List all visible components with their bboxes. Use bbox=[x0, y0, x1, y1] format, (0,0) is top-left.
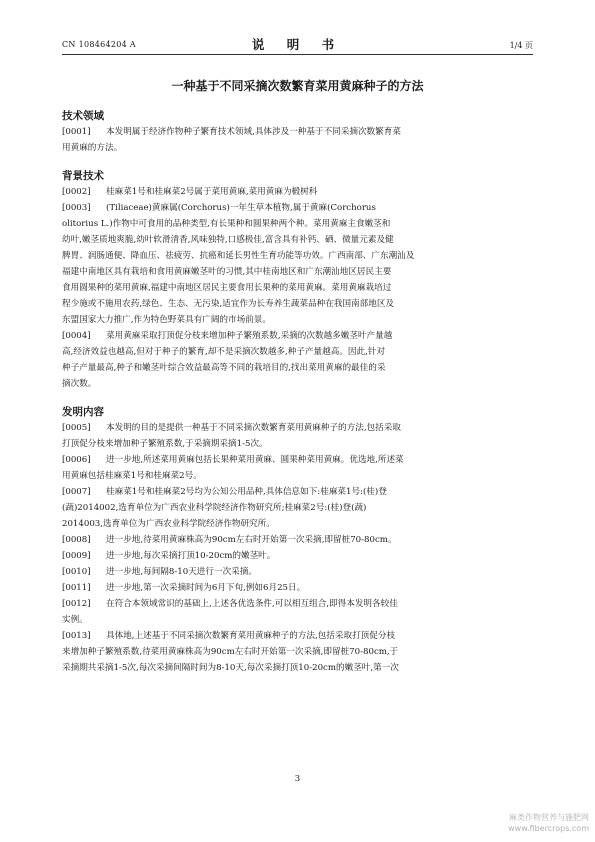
paragraph bbox=[62, 452, 532, 484]
paragraph-text: 程少施或不施用农药,绿色、生态、无污染,适宜作为长寿养生蔬菜品种在我国南部地区及 bbox=[62, 299, 395, 309]
paragraph bbox=[62, 124, 532, 156]
paragraph-text: 具体地,上述基于不同采摘次数繁育菜用黄麻种子的方法,包括采取打顶促分枝 bbox=[106, 631, 396, 641]
paragraph-text: 实例。 bbox=[62, 615, 88, 625]
paragraph-text: 东盟国家大力推广,作为特色野菜具有广阔的市场前景。 bbox=[62, 315, 271, 325]
section-gap bbox=[62, 392, 532, 404]
paragraph-text: 进一步地,每间隔8-10天进行一次采摘。 bbox=[106, 567, 257, 577]
paragraph-text: 幼叶,嫩茎质地爽脆,幼叶软滑清香,风味独特,口感极佳,富含具有补钙、硒、微量元素及健 bbox=[62, 235, 394, 245]
paragraph-number: [0004] bbox=[62, 331, 91, 341]
paragraph-number: [0005] bbox=[62, 423, 91, 433]
patent-number: CN 108464204 A bbox=[62, 40, 136, 49]
paragraph-text: 用黄麻包括桂麻菜1号和桂麻菜2号。 bbox=[62, 471, 202, 481]
page-number: 3 bbox=[294, 774, 301, 784]
paragraph-number: [0010] bbox=[62, 567, 91, 577]
paragraph-text: 本发明属于经济作物种子繁育技术领域,具体涉及一种基于不同采摘次数繁育菜 bbox=[106, 127, 401, 137]
paragraph-line bbox=[62, 612, 532, 628]
paragraph-number: [0013] bbox=[62, 631, 91, 641]
paragraph-line bbox=[62, 548, 532, 564]
paragraph-text: olitorius L.)作物中可食用的品种类型,有长果种和圆果种两个种。菜用黄麻主食嫩茎和 bbox=[62, 219, 391, 229]
paragraph-line bbox=[62, 264, 532, 280]
watermark-site-name: 麻类作物营养与施肥网 bbox=[509, 813, 589, 822]
paragraph-line bbox=[62, 644, 532, 660]
paragraph bbox=[62, 596, 532, 628]
paragraph-text: 进一步地,待菜用黄麻株高为90cm左右时开始第一次采摘,即留桩70-80cm。 bbox=[106, 535, 397, 545]
paragraph-number: [0011] bbox=[62, 583, 91, 593]
paragraph-text: 2014003,选育单位为广西农业科学院经济作物研究所。 bbox=[62, 519, 275, 529]
paragraph-line bbox=[62, 564, 532, 580]
paragraph-line bbox=[62, 468, 532, 484]
paragraph-line bbox=[62, 184, 532, 200]
paragraph-text: 采摘期共采摘1-5次,每次采摘间隔时间为8-10天,每次采摘打顶10-20cm的嫩茎叶,第一次 bbox=[62, 663, 399, 673]
paragraph-text: 种子产量最高,种子和嫩茎叶综合效益最高等不同的栽培目的,找出菜用黄麻的最佳的采 bbox=[62, 363, 386, 373]
paragraph-line bbox=[62, 232, 532, 248]
paragraph-text: 进一步地,每次采摘打顶10-20cm的嫩茎叶。 bbox=[106, 551, 276, 561]
paragraph-line bbox=[62, 516, 532, 532]
page-indicator: 1/4 页 bbox=[509, 41, 533, 50]
paragraph-text: 打顶促分枝来增加种子繁殖系数,于采摘期采摘1-5次。 bbox=[62, 439, 268, 449]
paragraph-number: [0002] bbox=[62, 187, 91, 197]
paragraph-text: (蔬)2014002,选育单位为广西农业科学院经济作物研究所;桂麻菜2号:(桂)登(蔬) bbox=[62, 503, 367, 513]
paragraph-number: [0008] bbox=[62, 535, 91, 545]
paragraph bbox=[62, 580, 532, 596]
paragraph-number: [0006] bbox=[62, 455, 91, 465]
section-gap bbox=[62, 156, 532, 168]
paragraph-line bbox=[62, 660, 532, 676]
paragraph-text: 本发明的目的是提供一种基于不同采摘次数繁育菜用黄麻种子的方法,包括采取 bbox=[106, 423, 401, 433]
paragraph-line bbox=[62, 200, 532, 216]
paragraph-line bbox=[62, 360, 532, 376]
section-heading: 发明内容 bbox=[62, 406, 104, 418]
section-heading: 背景技术 bbox=[62, 170, 104, 182]
paragraph-line bbox=[62, 420, 532, 436]
paragraph-number: [0012] bbox=[62, 599, 91, 609]
description-body bbox=[62, 108, 532, 676]
paragraph-text: 脾胃、润肠通便、降血压、祛疲劳、抗癌和延长男性生育功能等功效。广西南部、广东潮汕及 bbox=[62, 251, 415, 261]
paragraph-line bbox=[62, 484, 532, 500]
paragraph-line bbox=[62, 452, 532, 468]
paragraph-line bbox=[62, 280, 532, 296]
paragraph-line bbox=[62, 532, 532, 548]
paragraph-line bbox=[62, 248, 532, 264]
paragraph-text: (Tiliaceae)黄麻属(Corchorus)一年生草本植物,属于黄麻(Corchorus bbox=[106, 203, 376, 213]
paragraph bbox=[62, 484, 532, 532]
paragraph-text: 福建中南地区具有栽培和食用黄麻嫩茎叶的习惯,其中桂南地区和广东潮汕地区居民主要 bbox=[62, 267, 392, 277]
paragraph bbox=[62, 420, 532, 452]
paragraph-text: 来增加种子繁殖系数,待菜用黄麻株高为90cm左右时开始第一次采摘,即留桩70-80cm,于 bbox=[62, 647, 399, 657]
paragraph-line bbox=[62, 328, 532, 344]
paragraph-line bbox=[62, 628, 532, 644]
paragraph-line bbox=[62, 312, 532, 328]
paragraph-number: [0007] bbox=[62, 487, 91, 497]
paragraph-text: 菜用黄麻采取打顶促分枝来增加种子繁殖系数,采摘的次数越多嫩茎叶产量越 bbox=[106, 331, 393, 341]
paragraph-line bbox=[62, 596, 532, 612]
paragraph bbox=[62, 564, 532, 580]
paragraph bbox=[62, 328, 532, 392]
paragraph-number: [0003] bbox=[62, 203, 91, 213]
paragraph-text: 桂麻菜1号和桂麻菜2号均为公知公用品种,具体信息如下:桂麻菜1号:(桂)登 bbox=[106, 487, 387, 497]
paragraph-number: [0009] bbox=[62, 551, 91, 561]
paragraph bbox=[62, 200, 532, 328]
paragraph-line bbox=[62, 580, 532, 596]
paragraph-line bbox=[62, 296, 532, 312]
paragraph-text: 桂麻菜1号和桂麻菜2号属于菜用黄麻,菜用黄麻为椴树科 bbox=[106, 187, 318, 197]
paragraph-line bbox=[62, 124, 532, 140]
paragraph-text: 摘次数。 bbox=[62, 379, 97, 389]
paragraph-text: 进一步地,第一次采摘时间为6月下旬,例如6月25日。 bbox=[106, 583, 306, 593]
paragraph-line bbox=[62, 216, 532, 232]
paragraph-line bbox=[62, 344, 532, 360]
paragraph-text: 食用圆果种的菜用黄麻,福建中南地区居民主要食用长果种的菜用黄麻。菜用黄麻栽培过 bbox=[62, 283, 392, 293]
paragraph bbox=[62, 184, 532, 200]
watermark bbox=[508, 812, 589, 834]
document-title: 一种基于不同采摘次数繁育菜用黄麻种子的方法 bbox=[171, 79, 424, 93]
paragraph-line bbox=[62, 500, 532, 516]
paragraph bbox=[62, 532, 532, 548]
paragraph bbox=[62, 548, 532, 564]
paragraph-text: 用黄麻的方法。 bbox=[62, 143, 123, 153]
paragraph bbox=[62, 628, 532, 676]
paragraph-number: [0001] bbox=[62, 127, 91, 137]
paragraph-text: 进一步地,所述菜用黄麻包括长果种菜用黄麻、圆果种菜用黄麻。优选地,所述菜 bbox=[106, 455, 404, 465]
paragraph-line bbox=[62, 436, 532, 452]
watermark-url: www.fibercrops.com bbox=[508, 824, 589, 833]
section-heading: 技术领域 bbox=[62, 110, 104, 122]
paragraph-line bbox=[62, 140, 532, 156]
paragraph-text: 高,经济效益也越高,但对于种子的繁育,却不是采摘次数越多,种子产量越高。因此,针对 bbox=[62, 347, 386, 357]
document-type: 说 明 书 bbox=[251, 37, 344, 52]
paragraph-text: 在符合本领域常识的基础上,上述各优选条件,可以相互组合,即得本发明各较佳 bbox=[106, 599, 398, 609]
running-header bbox=[62, 34, 533, 55]
paragraph-line bbox=[62, 376, 532, 392]
